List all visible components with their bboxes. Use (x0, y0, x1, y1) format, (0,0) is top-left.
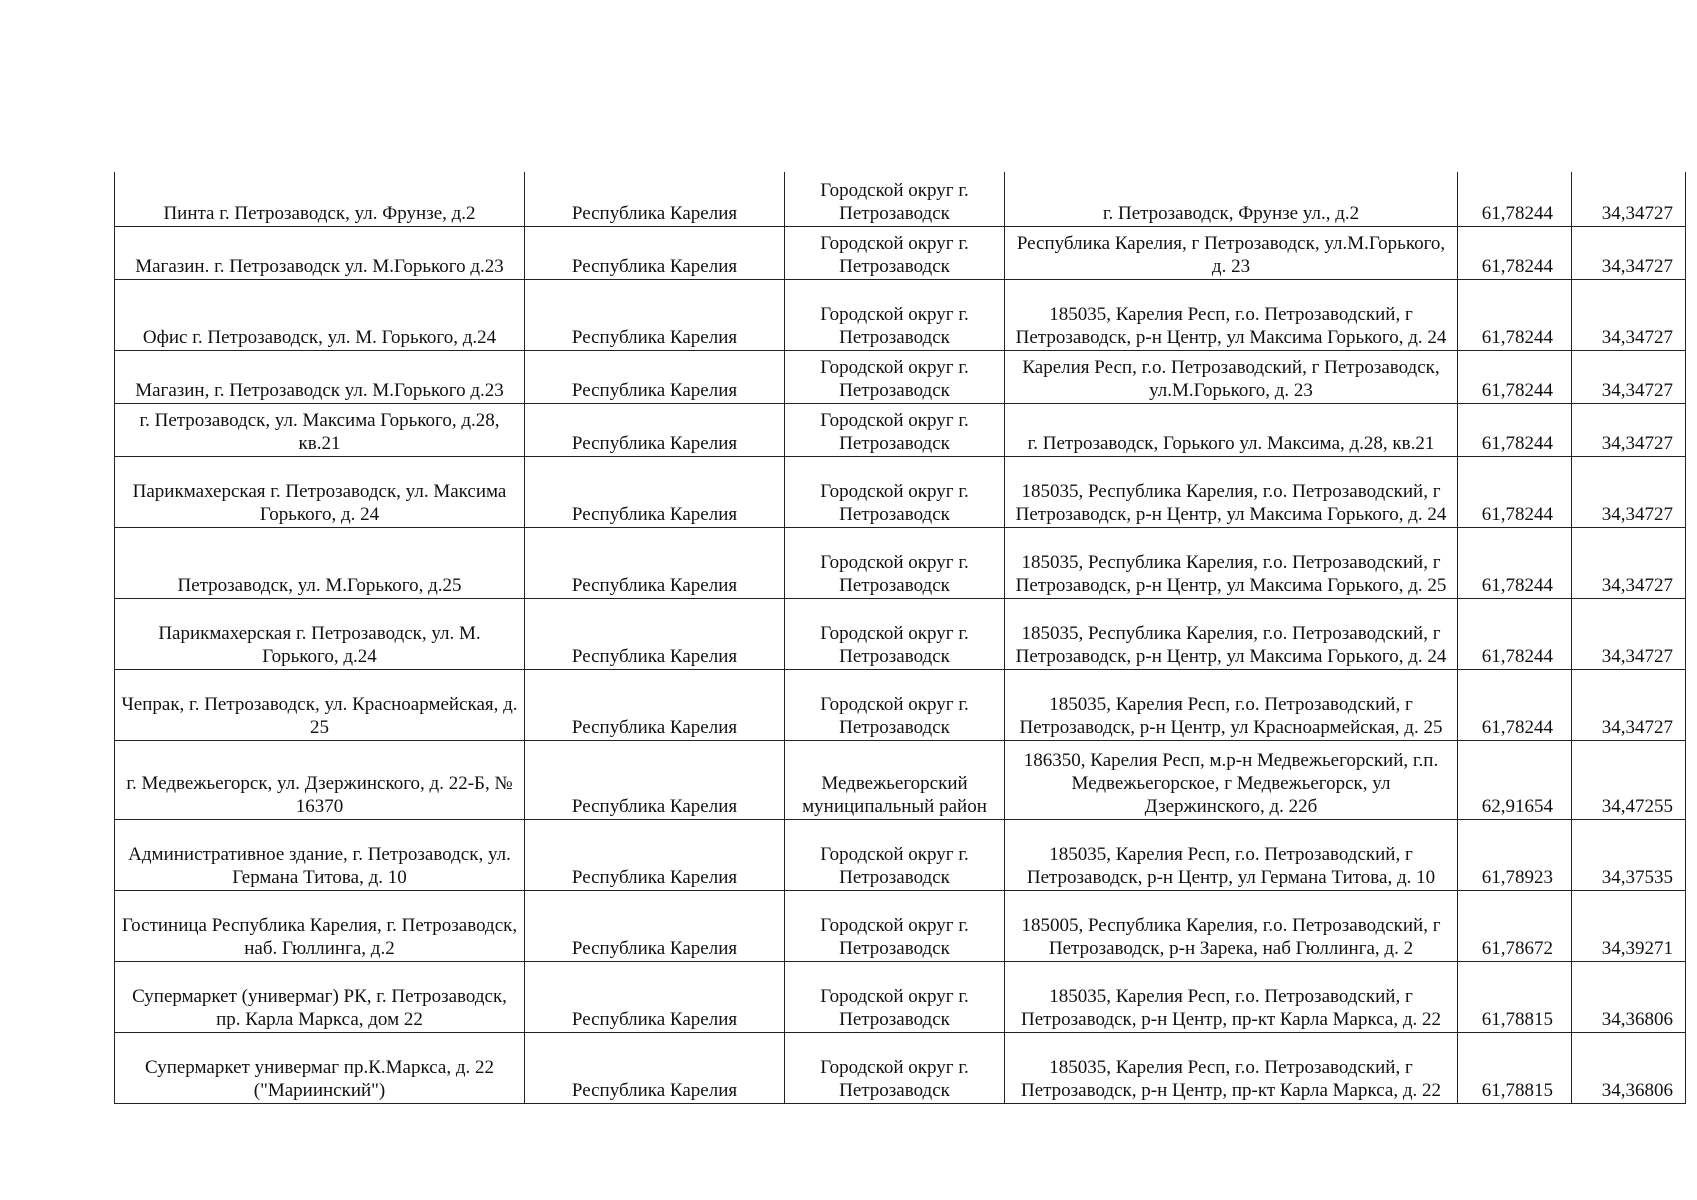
longitude-cell: 34,34727 (1572, 669, 1686, 740)
object-name-cell: Пинта г. Петрозаводск, ул. Фрунзе, д.2 (115, 172, 525, 226)
district-cell: Медвежьегорский муниципальный район (785, 740, 1005, 819)
object-name-cell: Магазин, г. Петрозаводск ул. М.Горького д.23 (115, 350, 525, 403)
object-name-cell: Гостиница Республика Карелия, г. Петрозаводск, наб. Гюллинга, д.2 (115, 890, 525, 961)
longitude-cell: 34,39271 (1572, 890, 1686, 961)
district-cell: Городской округ г. Петрозаводск (785, 279, 1005, 350)
address-cell: Карелия Респ, г.о. Петрозаводский, г Петрозаводск, ул.М.Горького, д. 23 (1005, 350, 1458, 403)
latitude-cell: 61,78244 (1458, 226, 1572, 279)
region-cell: Республика Карелия (525, 819, 785, 890)
object-name-cell: г. Петрозаводск, ул. Максима Горького, д.28, кв.21 (115, 403, 525, 456)
object-name-cell: Парикмахерская г. Петрозаводск, ул. Максима Горького, д. 24 (115, 456, 525, 527)
object-name-cell: Чепрак, г. Петрозаводск, ул. Красноармейская, д. 25 (115, 669, 525, 740)
region-cell: Республика Карелия (525, 669, 785, 740)
address-cell: 185035, Карелия Респ, г.о. Петрозаводский, г Петрозаводск, р-н Центр, ул Максима Горького, д. 24 (1005, 279, 1458, 350)
address-cell: 185035, Республика Карелия, г.о. Петрозаводский, г Петрозаводск, р-н Центр, ул Максима Горького, д. 24 (1005, 598, 1458, 669)
table-row (115, 890, 1686, 961)
address-cell: г. Петрозаводск, Горького ул. Максима, д.28, кв.21 (1005, 403, 1458, 456)
table-row (115, 669, 1686, 740)
region-cell: Республика Карелия (525, 598, 785, 669)
table-row (115, 740, 1686, 819)
table-row (115, 279, 1686, 350)
address-cell: 185035, Карелия Респ, г.о. Петрозаводский, г Петрозаводск, р-н Центр, ул Германа Титова, д. 10 (1005, 819, 1458, 890)
region-cell: Республика Карелия (525, 961, 785, 1032)
latitude-cell: 61,78244 (1458, 172, 1572, 226)
district-cell: Городской округ г. Петрозаводск (785, 226, 1005, 279)
longitude-cell: 34,47255 (1572, 740, 1686, 819)
latitude-cell: 61,78672 (1458, 890, 1572, 961)
latitude-cell: 61,78244 (1458, 350, 1572, 403)
longitude-cell: 34,34727 (1572, 226, 1686, 279)
region-cell: Республика Карелия (525, 740, 785, 819)
latitude-cell: 61,78244 (1458, 403, 1572, 456)
longitude-cell: 34,36806 (1572, 1032, 1686, 1103)
district-cell: Городской округ г. Петрозаводск (785, 527, 1005, 598)
object-name-cell: Парикмахерская г. Петрозаводск, ул. М. Горького, д.24 (115, 598, 525, 669)
district-cell: Городской округ г. Петрозаводск (785, 350, 1005, 403)
table-row (115, 226, 1686, 279)
district-cell: Городской округ г. Петрозаводск (785, 961, 1005, 1032)
longitude-cell: 34,34727 (1572, 456, 1686, 527)
address-cell: 185035, Республика Карелия, г.о. Петрозаводский, г Петрозаводск, р-н Центр, ул Максима Горького, д. 24 (1005, 456, 1458, 527)
address-cell: Республика Карелия, г Петрозаводск, ул.М.Горького, д. 23 (1005, 226, 1458, 279)
object-name-cell: Супермаркет универмаг пр.К.Маркса, д. 22 ("Мариинский") (115, 1032, 525, 1103)
region-cell: Республика Карелия (525, 279, 785, 350)
latitude-cell: 61,78244 (1458, 456, 1572, 527)
region-cell: Республика Карелия (525, 350, 785, 403)
table-row (115, 1032, 1686, 1103)
district-cell: Городской округ г. Петрозаводск (785, 172, 1005, 226)
table-row (115, 961, 1686, 1032)
object-name-cell: Супермаркет (универмаг) РК, г. Петрозаводск, пр. Карла Маркса, дом 22 (115, 961, 525, 1032)
district-cell: Городской округ г. Петрозаводск (785, 598, 1005, 669)
district-cell: Городской округ г. Петрозаводск (785, 669, 1005, 740)
longitude-cell: 34,36806 (1572, 961, 1686, 1032)
region-cell: Республика Карелия (525, 527, 785, 598)
latitude-cell: 61,78923 (1458, 819, 1572, 890)
latitude-cell: 61,78244 (1458, 598, 1572, 669)
latitude-cell: 61,78815 (1458, 961, 1572, 1032)
latitude-cell: 61,78244 (1458, 279, 1572, 350)
longitude-cell: 34,34727 (1572, 172, 1686, 226)
longitude-cell: 34,34727 (1572, 279, 1686, 350)
table-row (115, 172, 1686, 226)
address-cell: 185035, Карелия Респ, г.о. Петрозаводский, г Петрозаводск, р-н Центр, пр-кт Карла Маркса, д. 22 (1005, 1032, 1458, 1103)
object-name-cell: Административное здание, г. Петрозаводск, ул. Германа Титова, д. 10 (115, 819, 525, 890)
address-cell: 185035, Карелия Респ, г.о. Петрозаводский, г Петрозаводск, р-н Центр, ул Красноармейская, д. 25 (1005, 669, 1458, 740)
table-row (115, 403, 1686, 456)
region-cell: Республика Карелия (525, 890, 785, 961)
district-cell: Городской округ г. Петрозаводск (785, 403, 1005, 456)
region-cell: Республика Карелия (525, 456, 785, 527)
region-cell: Республика Карелия (525, 172, 785, 226)
district-cell: Городской округ г. Петрозаводск (785, 819, 1005, 890)
object-name-cell: Магазин. г. Петрозаводск ул. М.Горького д.23 (115, 226, 525, 279)
region-cell: Республика Карелия (525, 1032, 785, 1103)
table-row (115, 819, 1686, 890)
district-cell: Городской округ г. Петрозаводск (785, 1032, 1005, 1103)
district-cell: Городской округ г. Петрозаводск (785, 456, 1005, 527)
table-body (115, 172, 1686, 1103)
latitude-cell: 61,78244 (1458, 669, 1572, 740)
longitude-cell: 34,34727 (1572, 598, 1686, 669)
object-name-cell: Петрозаводск, ул. М.Горького, д.25 (115, 527, 525, 598)
longitude-cell: 34,37535 (1572, 819, 1686, 890)
region-cell: Республика Карелия (525, 226, 785, 279)
address-cell: 185035, Республика Карелия, г.о. Петрозаводский, г Петрозаводск, р-н Центр, ул Максима Горького, д. 25 (1005, 527, 1458, 598)
district-cell: Городской округ г. Петрозаводск (785, 890, 1005, 961)
address-cell: 186350, Карелия Респ, м.р-н Медвежьегорский, г.п. Медвежьегорское, г Медвежьегорск, ул Дзержинского, д. 22б (1005, 740, 1458, 819)
longitude-cell: 34,34727 (1572, 350, 1686, 403)
address-cell: г. Петрозаводск, Фрунзе ул., д.2 (1005, 172, 1458, 226)
table-row (115, 527, 1686, 598)
address-cell: 185005, Республика Карелия, г.о. Петрозаводский, г Петрозаводск, р-н Зарека, наб Гюллинга, д. 2 (1005, 890, 1458, 961)
object-name-cell: Офис г. Петрозаводск, ул. М. Горького, д.24 (115, 279, 525, 350)
object-name-cell: г. Медвежьегорск, ул. Дзержинского, д. 22-Б, № 16370 (115, 740, 525, 819)
locations-table (114, 172, 1686, 1104)
latitude-cell: 61,78244 (1458, 527, 1572, 598)
latitude-cell: 61,78815 (1458, 1032, 1572, 1103)
table-row (115, 598, 1686, 669)
longitude-cell: 34,34727 (1572, 403, 1686, 456)
table-row (115, 350, 1686, 403)
address-cell: 185035, Карелия Респ, г.о. Петрозаводский, г Петрозаводск, р-н Центр, пр-кт Карла Маркса, д. 22 (1005, 961, 1458, 1032)
latitude-cell: 62,91654 (1458, 740, 1572, 819)
longitude-cell: 34,34727 (1572, 527, 1686, 598)
table-row (115, 456, 1686, 527)
region-cell: Республика Карелия (525, 403, 785, 456)
